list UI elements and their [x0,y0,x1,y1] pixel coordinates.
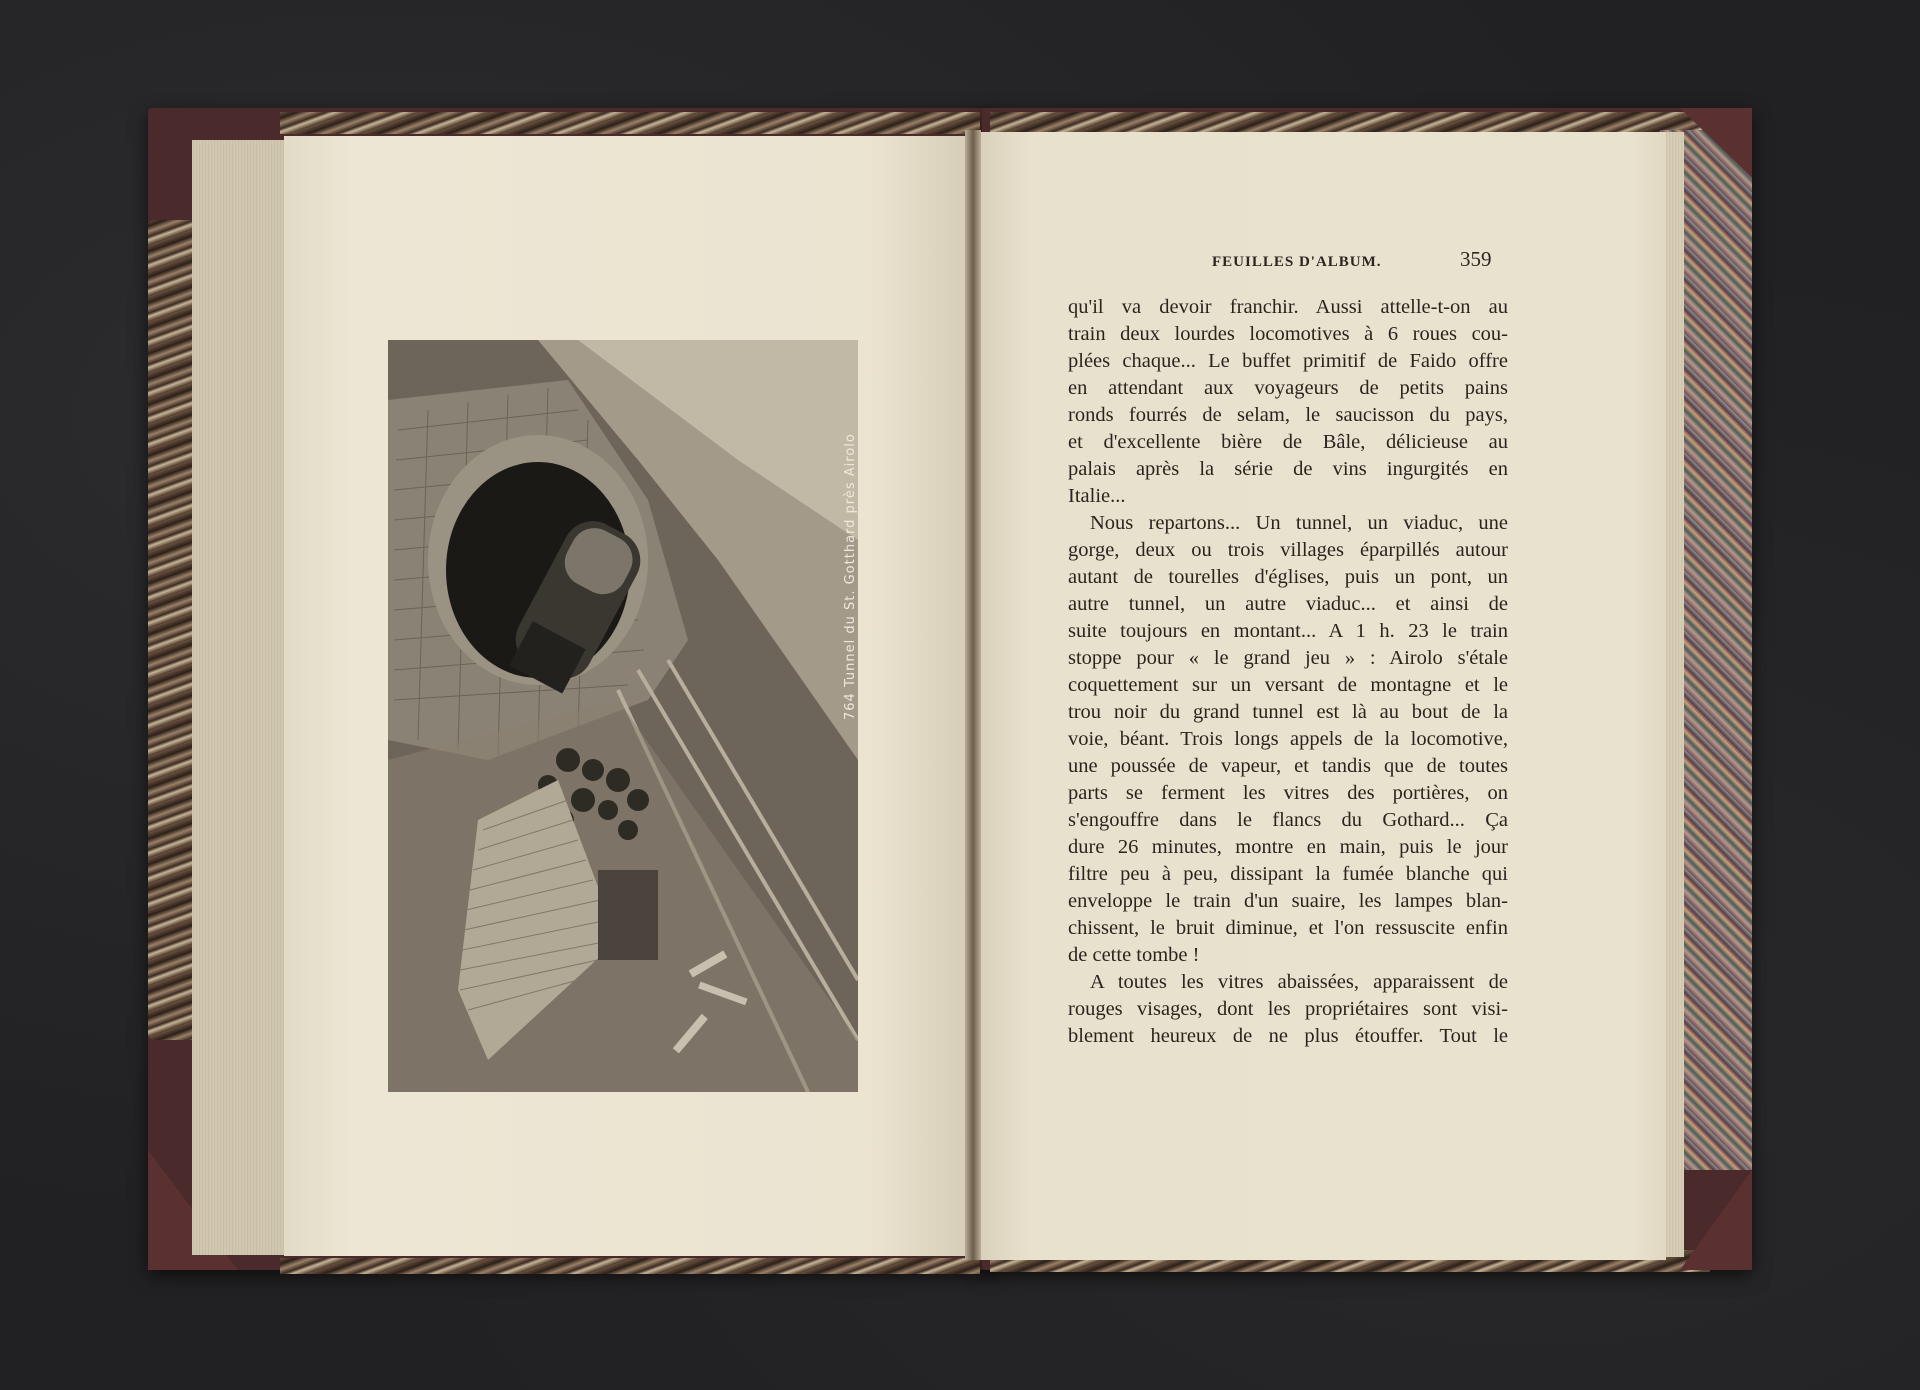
text-line: rouges visages, dont les propriétaires sont visi- [1068,998,1508,1020]
text-line: Nous repartons... Un tunnel, un viaduc, une [1090,512,1508,534]
page-stack-left [192,140,286,1255]
text-line: enveloppe le train d'un suaire, les lampes blan- [1068,890,1508,912]
text-line: filtre peu à peu, dissipant la fumée blanche qui [1068,863,1508,885]
text-line: une poussée de vapeur, et tandis que de toutes [1068,755,1508,777]
text-line: de cette tombe ! [1068,944,1200,966]
text-line: s'engouffre dans le flancs du Gothard... Ça [1068,809,1508,831]
text-line: dure 26 minutes, montre en main, puis le jour [1068,836,1508,858]
text-line: chissent, le bruit diminue, et l'on ressuscite enfin [1068,917,1508,939]
text-line: qu'il va devoir franchir. Aussi attelle-t-on au [1068,296,1508,318]
book-gutter [965,130,981,1260]
page-number: 359 [1460,247,1492,271]
tunnel-photograph [388,340,858,1092]
body-text [1068,294,1508,1050]
text-line: train deux lourdes locomotives à 6 roues cou- [1068,323,1508,345]
text-line: parts se ferment les vitres des portières, on [1068,782,1508,804]
text-line: palais après la série de vins ingurgités en [1068,458,1508,480]
text-line: suite toujours en montant... A 1 h. 23 le train [1068,620,1508,642]
text-line: coquettement sur un versant de montagne et le [1068,674,1508,696]
running-head: FEUILLES D'ALBUM. [1212,254,1382,270]
text-line: Italie... [1068,485,1126,507]
text-line: gorge, deux ou trois villages éparpillés autour [1068,539,1508,561]
text-line: voie, béant. Trois longs appels de la locomotive, [1068,728,1508,750]
text-line: A toutes les vitres abaissées, apparaissent de [1090,971,1508,993]
photo-caption: 764 Tunnel du St. Gotthard près Airolo [843,433,858,720]
text-line: autant de tourelles d'églises, puis un pont, un [1068,566,1508,588]
text-line: trou noir du grand tunnel est là au bout de la [1068,701,1508,723]
text-line: en attendant aux voyageurs de petits pains [1068,377,1508,399]
text-line: et d'excellente bière de Bâle, délicieuse au [1068,431,1508,453]
text-line: ronds fourrés de selam, le saucisson du pays, [1068,404,1508,426]
photograph-image [388,340,858,1092]
text-line: stoppe pour « le grand jeu » : Airolo s'étale [1068,647,1508,669]
text-line: blement heureux de ne plus étouffer. Tout le [1068,1025,1508,1047]
text-line: plées chaque... Le buffet primitif de Faido offre [1068,350,1508,372]
marbled-edge-top-left [280,112,980,134]
marbled-edge-bottom-left [280,1258,980,1274]
text-line: autre tunnel, un autre viaduc... et ainsi de [1068,593,1508,615]
